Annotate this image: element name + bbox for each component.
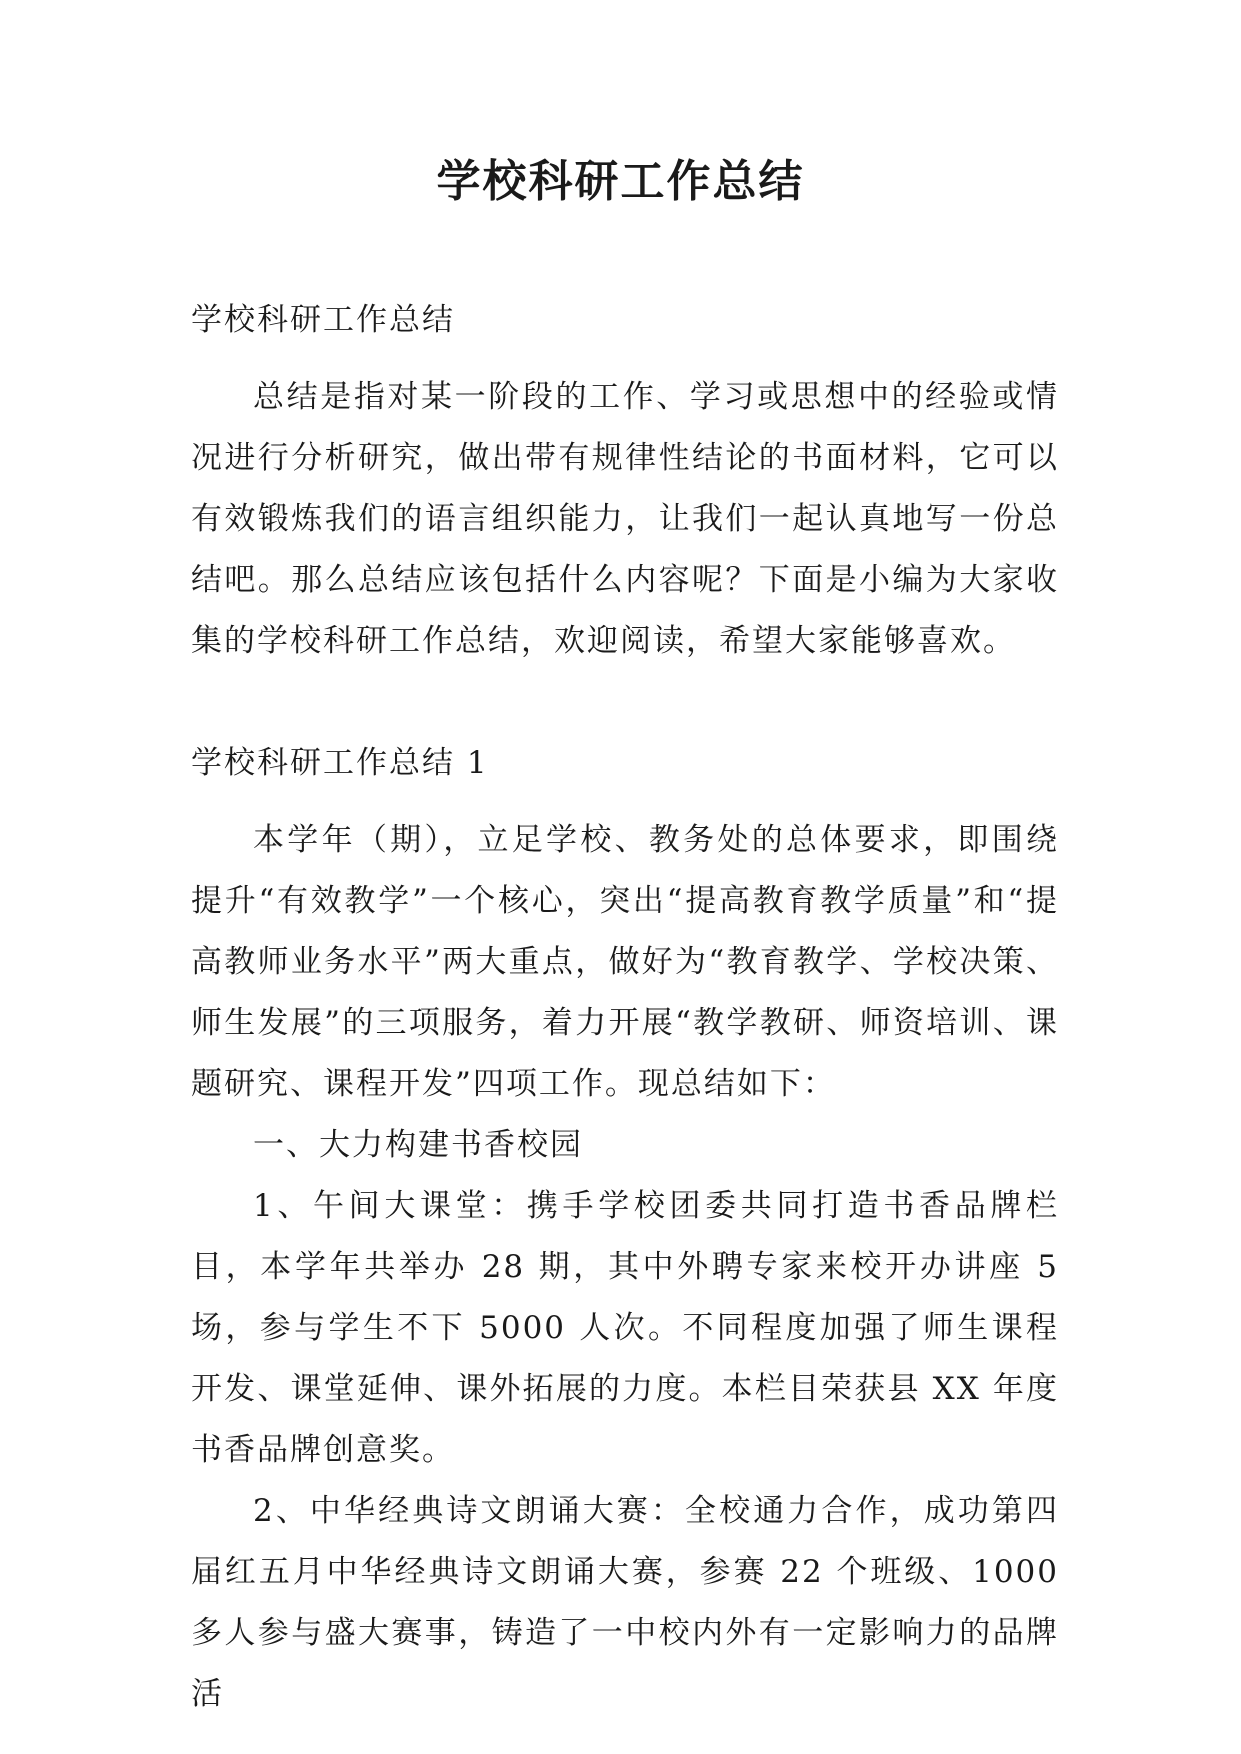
spacer [191, 351, 1059, 367]
spacer [191, 794, 1059, 810]
document-subtitle: 学校科研工作总结 [191, 302, 455, 338]
spacer [191, 672, 1059, 733]
document-body [191, 290, 1059, 1725]
document-title: 学校科研工作总结 [436, 156, 805, 207]
body-paragraph: 2、中华经典诗文朗诵大赛：全校通力合作，成功第四届红五月中华经典诗文朗诵大赛，参赛 22 个班级、1000 多人参与盛大赛事，铸造了一中校内外有一定影响力的品牌活 [191, 1493, 1059, 1712]
section-subheading: 一、大力构建书香校园 [253, 1127, 583, 1163]
body-paragraph: 本学年（期），立足学校、教务处的总体要求，即围绕提升“有效教学”一个核心，突出“提高教育教学质量”和“提高教师业务水平”两大重点，做好为“教育教学、学校决策、师生发展”的三项服务，着力开展“教学教研、师资培训、课题研究、课程开发”四项工作。现总结如下： [191, 822, 1059, 1102]
intro-paragraph: 总结是指对某一阶段的工作、学习或思想中的经验或情况进行分析研究，做出带有规律性结论的书面材料，它可以有效锻炼我们的语言组织能力，让我们一起认真地写一份总结吧。那么总结应该包括什么内容呢？下面是小编为大家收集的学校科研工作总结，欢迎阅读，希望大家能够喜欢。 [191, 379, 1059, 659]
section-heading: 学校科研工作总结 1 [191, 745, 489, 781]
body-paragraph: 1、午间大课堂：携手学校团委共同打造书香品牌栏目，本学年共举办 28 期，其中外聘专家来校开办讲座 5 场，参与学生不下 5000 人次。不同程度加强了师生课程开发、课堂延伸、课外拓展的力度。本栏目荣获县 XX 年度书香品牌创意奖。 [191, 1188, 1059, 1468]
